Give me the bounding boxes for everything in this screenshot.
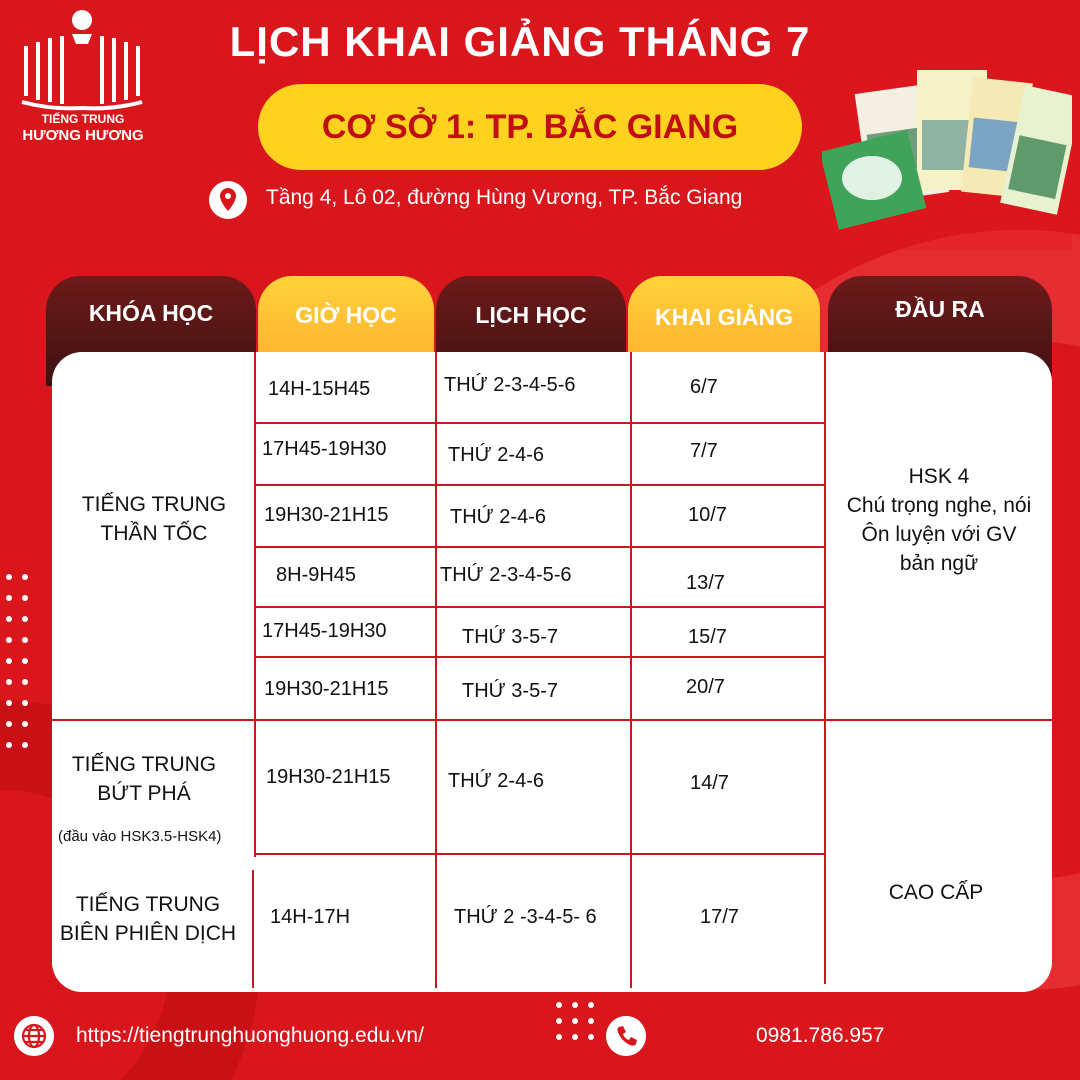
class-start-date: 15/7: [688, 626, 727, 648]
class-start-date: 13/7: [686, 572, 725, 594]
class-start-date: 14/7: [690, 772, 729, 794]
class-schedule: THỨ 2-4-6: [450, 506, 546, 528]
header-start-date: KHAI GIẢNG: [628, 276, 820, 386]
class-time: 14H-15H45: [268, 378, 371, 400]
outcome-text: HSK 4 Chú trọng nghe, nói Ôn luyện với GV bản ngữ: [846, 465, 1032, 575]
class-start-date: 6/7: [690, 376, 718, 398]
phone-icon: [606, 1016, 646, 1056]
website-link[interactable]: https://tiengtrunghuonghuong.edu.vn/: [76, 1024, 424, 1047]
grid-line: [256, 546, 826, 548]
grid-line: [254, 352, 256, 857]
globe-icon: [14, 1016, 54, 1056]
course-name: TIẾNG TRUNG BỨT PHÁ: [71, 753, 217, 805]
decorative-dots: [6, 574, 28, 748]
class-time: 19H30-21H15: [266, 766, 391, 788]
class-time: 17H45-19H30: [262, 620, 387, 642]
header-schedule: LỊCH HỌC: [436, 276, 626, 386]
brand-name-line1: TIẾNG TRUNG: [41, 112, 125, 126]
course-name: TIẾNG TRUNG THẦN TỐC: [81, 493, 227, 545]
grid-line: [256, 656, 826, 658]
page-title: LỊCH KHAI GIẢNG THÁNG 7: [229, 18, 811, 65]
class-time: 14H-17H: [270, 906, 351, 928]
grid-line: [256, 484, 826, 486]
class-start-date: 17/7: [700, 906, 739, 928]
class-schedule: THỨ 2 -3-4-5- 6: [454, 906, 597, 928]
grid-line: [52, 719, 1052, 721]
grid-line: [256, 853, 826, 855]
class-schedule: THỨ 2-4-6: [448, 444, 544, 466]
class-time: 19H30-21H15: [264, 504, 389, 526]
class-schedule: THỨ 2-3-4-5-6: [440, 564, 572, 586]
class-time: 8H-9H45: [276, 564, 357, 586]
class-schedule: THỨ 3-5-7: [462, 680, 558, 702]
branch-badge: CƠ SỞ 1: TP. BẮC GIANG: [258, 84, 802, 170]
class-schedule: THỨ 2-4-6: [448, 770, 544, 792]
header-course: KHÓA HỌC: [46, 276, 256, 386]
phone-number[interactable]: 0981.786.957: [756, 1024, 885, 1047]
class-start-date: 10/7: [688, 504, 727, 526]
brand-name-line2: HƯƠNG HƯƠNG: [22, 127, 144, 144]
class-schedule: THỨ 2-3-4-5-6: [444, 374, 576, 396]
grid-line: [256, 606, 826, 608]
header-time: GIỜ HỌC: [258, 276, 434, 386]
books-image: [822, 60, 1072, 250]
grid-line: [256, 422, 826, 424]
grid-line: [435, 352, 437, 988]
grid-line: [630, 352, 632, 988]
class-time: 17H45-19H30: [262, 438, 387, 460]
class-time: 19H30-21H15: [264, 678, 389, 700]
class-start-date: 7/7: [690, 440, 718, 462]
location-pin-icon: [208, 180, 248, 220]
grid-line: [252, 870, 254, 988]
address: Tầng 4, Lô 02, đường Hùng Vương, TP. Bắc Giang: [266, 186, 743, 209]
class-schedule: THỨ 3-5-7: [462, 626, 558, 648]
header-outcome: ĐẦU RA: [828, 276, 1052, 386]
class-start-date: 20/7: [686, 676, 725, 698]
outcome-text: CAO CẤP: [888, 881, 984, 904]
decorative-dots: [556, 1002, 594, 1040]
course-note: (đầu vào HSK3.5-HSK4): [58, 828, 222, 845]
course-name: TIẾNG TRUNG BIÊN PHIÊN DỊCH: [59, 893, 237, 945]
